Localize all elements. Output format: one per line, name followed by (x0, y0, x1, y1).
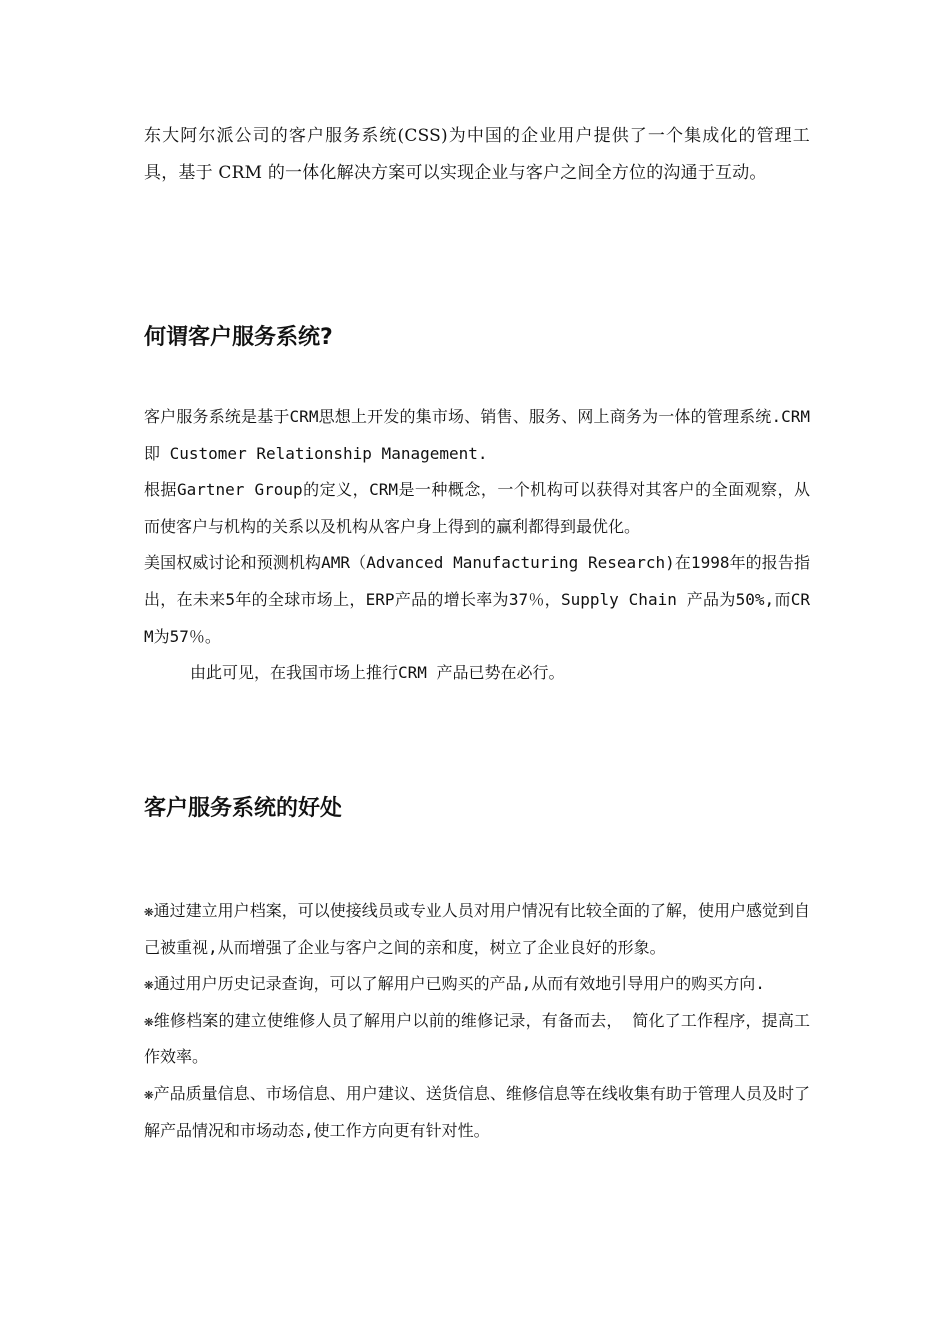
section1-heading: 何谓客户服务系统? (144, 325, 333, 350)
benefits-list (144, 893, 810, 1149)
intro-paragraph: 东大阿尔派公司的客户服务系统(CSS)为中国的企业用户提供了一个集成化的管理工具，基于 CRM 的一体化解决方案可以实现企业与客户之间全方位的沟通于互动。 (144, 126, 810, 183)
section1-paragraph-amr: 美国权威讨论和预测机构AMR（Advanced Manufacturing Research)在1998年的报告指出，在未来5年的全球市场上，ERP产品的增长率为37％，Supply Chain 产品为50%,而CRM为57％。 (144, 553, 810, 646)
section-benefits (144, 794, 810, 824)
benefit-item: ❋通过建立用户档案，可以使接线员或专业人员对用户情况有比较全面的了解，使用户感觉到自己被重视,从而增强了企业与客户之间的亲和度，树立了企业良好的形象。 (144, 901, 810, 957)
intro-section (144, 118, 810, 191)
section1-paragraph-gartner: 根据Gartner Group的定义，CRM是一种概念，一个机构可以获得对其客户的全面观察，从而使客户与机构的关系以及机构从客户身上得到的赢利都得到最优化。 (144, 480, 810, 536)
section1-paragraph-conclusion: 由此可见，在我国市场上推行CRM 产品已势在必行。 (190, 663, 565, 683)
benefit-item: ❋产品质量信息、市场信息、用户建议、送货信息、维修信息等在线收集有助于管理人员及时了解产品情况和市场动态,使工作方向更有针对性。 (144, 1083, 810, 1140)
section1-body (144, 399, 810, 692)
benefit-item: ❋通过用户历史记录查询，可以了解用户已购买的产品,从而有效地引导用户的购买方向. (144, 974, 765, 994)
section-what-is-css (144, 323, 810, 353)
benefit-item: ❋维修档案的建立使维修人员了解用户以前的维修记录，有备而去， 简化了工作程序，提高工作效率。 (144, 1010, 810, 1067)
section2-heading: 客户服务系统的好处 (144, 796, 343, 821)
section1-paragraph-definition: 客户服务系统是基于CRM思想上开发的集市场、销售、服务、网上商务为一体的管理系统.CRM 即 Customer Relationship Management. (144, 407, 810, 463)
